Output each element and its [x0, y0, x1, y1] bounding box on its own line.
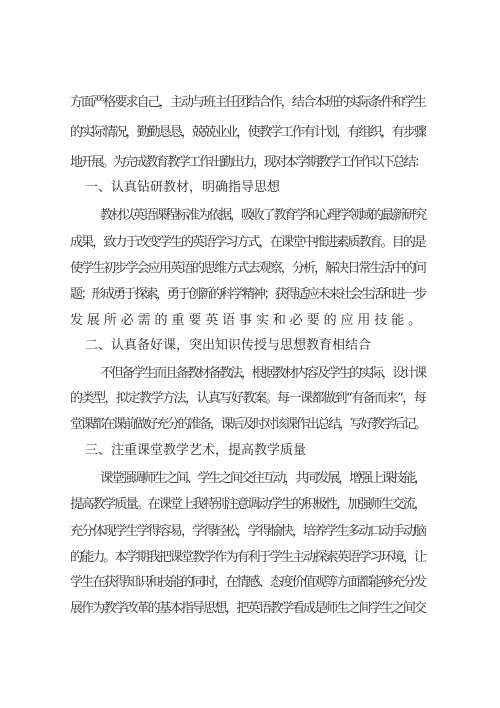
text-line: 的实际情况，勤勤恳恳，兢兢业业，使教学工作有计划，有组织，有步骤	[70, 125, 426, 140]
section-heading: 一、认真钻研教材，明确指导思想	[85, 180, 281, 195]
text-line: 学生在获得知识和技能的同时，在情感、态度价值观等方面都能够充分发	[70, 575, 426, 590]
text-line: 的类型，拟定教学方法，认真写好教案。每一课都做到“有备而来”，每	[70, 391, 426, 406]
text-line: 不但备学生而且备教材备教法，根据教材内容及学生的实际，设计课	[100, 366, 426, 381]
text-line: 的能力。本学期我把课堂教学作为有利于学生主动探索英语学习环境，让	[70, 550, 426, 565]
text-line: 提高教学质量。在课堂上我特别注意调动学生的积极性，加强师生交流，	[70, 497, 426, 512]
text-line: 发展所必需的重要英语事实和必要的应用技能。	[70, 313, 426, 328]
text-line: 教材以英语课程标准为依据，吸收了教育学和心理学领域的最新研究	[100, 208, 426, 223]
text-line: 展作为教学改革的基本指导思想，把英语教学看成是师生之间学生之间交	[70, 601, 426, 616]
text-line: 使学生初步学会应用英语的思维方式去观察，分析，解决日常生活中的问	[70, 261, 426, 276]
text-line: 地开展。为完成教育教学工作出勤出力，现对本学期教学工作作以下总结：	[70, 155, 426, 170]
text-line: 堂课都在课前做好充分的准备，课后及时对该课作出总结，写好教学后记。	[70, 417, 426, 432]
text-line: 方面严格要求自己，主动与班主任团结合作，结合本班的实际条件和学生	[70, 95, 426, 110]
text-line: 成果，致力于改变学生的英语学习方式，在课堂中推进素质教育。目的是	[70, 235, 426, 250]
text-line: 课堂强调师生之间、学生之间交往互动，共同发展，增强上课技能，	[100, 471, 426, 486]
section-heading: 二、认真备好课，突出知识传授与思想教育相结合	[85, 338, 372, 353]
section-heading: 三、注重课堂教学艺术，提高教学质量	[85, 443, 307, 458]
text-line: 题；形成勇于探索，勇于创新的科学精神；获得适应未来社会生活和进一步	[70, 287, 426, 302]
text-line: 充分体现学生学得容易，学得轻松，学得愉快，培养学生多动口动手动脑	[70, 524, 426, 539]
